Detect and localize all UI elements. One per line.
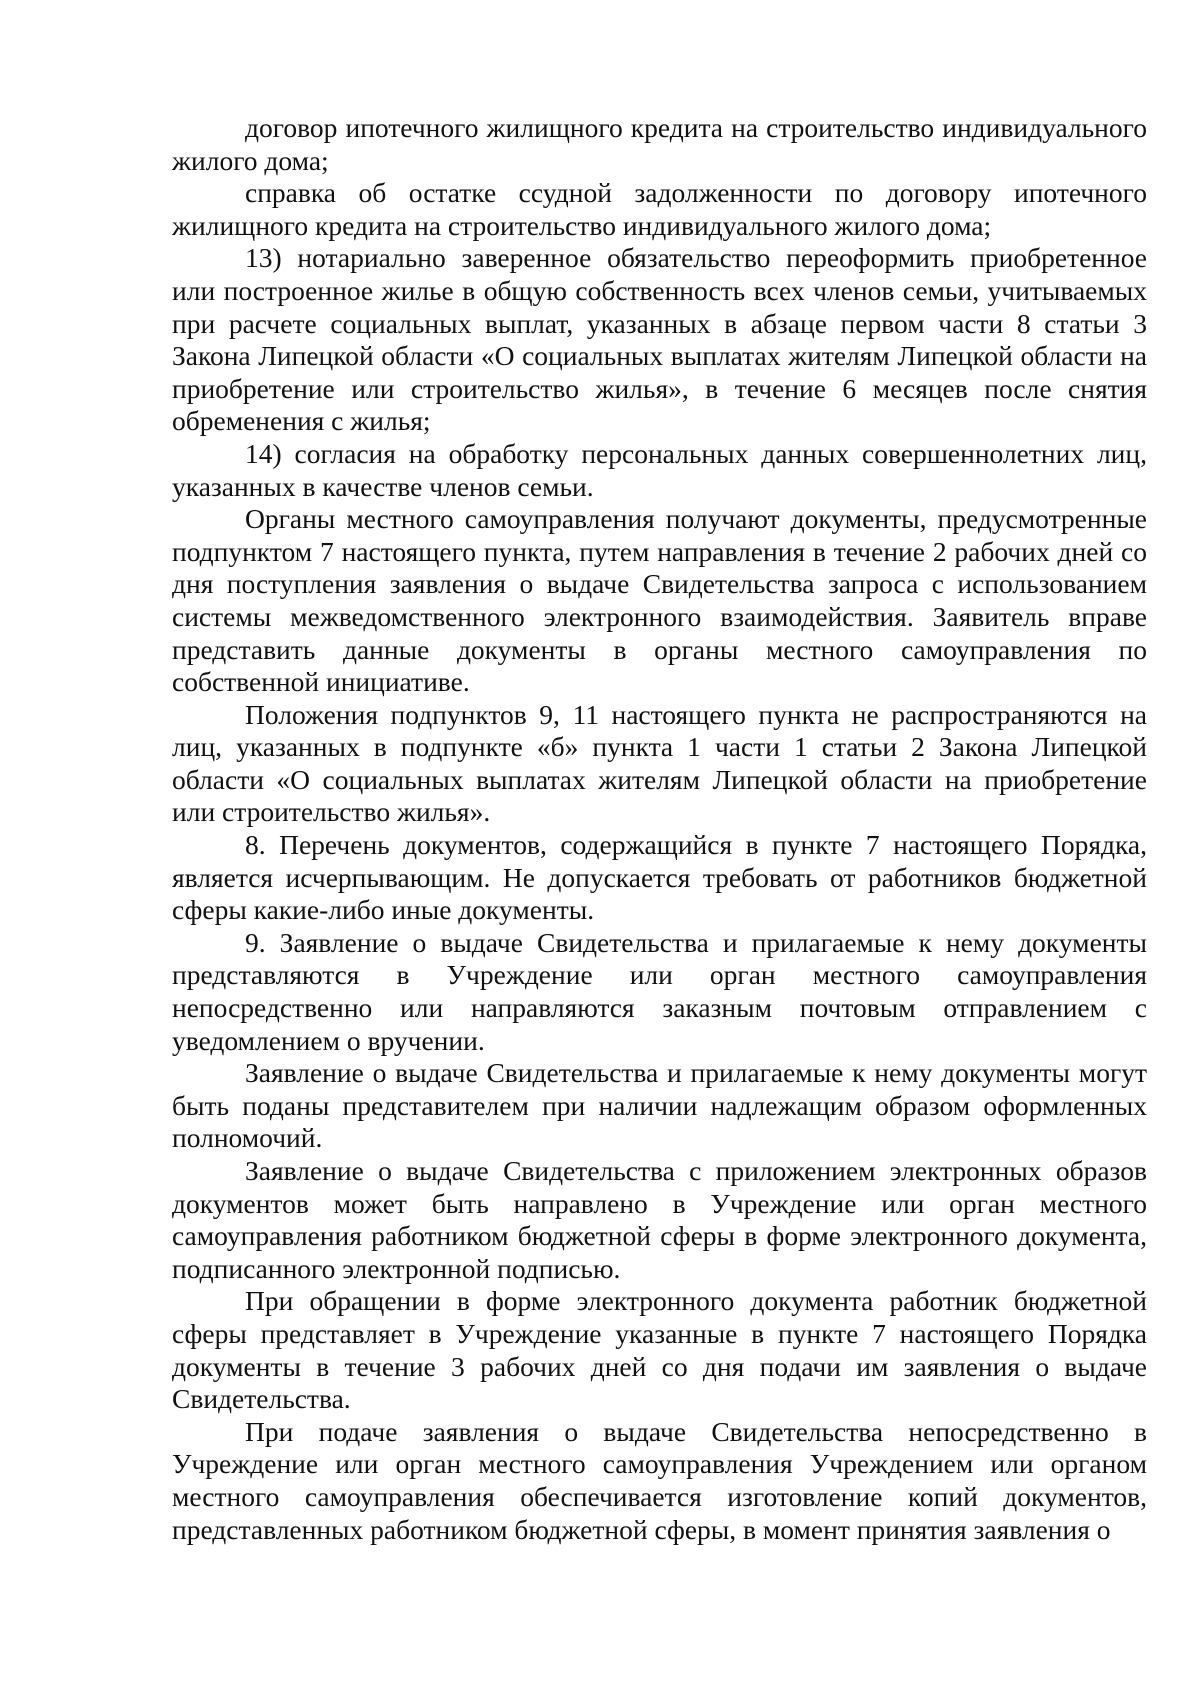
paragraph-document-copies: При подаче заявления о выдаче Свидетельства непосредственно в Учреждение или орган местного самоуправления Учреждением или органом местного самоуправления обеспечивается изготовление копий документов, представленных работником бюджетной сферы, в момент принятия заявления о [172,1415,1147,1545]
paragraph-representative-submission: Заявление о выдаче Свидетельства и прилагаемые к нему документы могут быть поданы представителем при наличии надлежащим образом оформленных полномочий. [172,1057,1147,1154]
paragraph-mortgage-contract: договор ипотечного жилищного кредита на строительство индивидуального жилого дома; [172,112,1147,176]
paragraph-local-government-requests: Органы местного самоуправления получают документы, предусмотренные подпунктом 7 настоящего пункта, путем направления в течение 2 рабочих дней со дня поступления заявления о выдаче Свидетельства запроса с использованием системы межведомственного электронного взаимодействия. Заявитель вправе представить данные документы в органы местного самоуправления по собственной инициативе. [172,503,1147,698]
paragraph-subitems-exemption: Положения подпунктов 9, 11 настоящего пункта не распространяются на лиц, указанных в подпункте «б» пункта 1 части 1 статьи 2 Закона Липецкой области «О социальных выплатах жителям Липецкой области на приобретение или строительство жилья». [172,698,1147,828]
paragraph-electronic-submission: Заявление о выдаче Свидетельства с приложением электронных образов документов может быть направлено в Учреждение или орган местного самоуправления работником бюджетной сферы в форме электронного документа, подписанного электронной подписью. [172,1155,1147,1284]
document-page [172,112,1147,1546]
paragraph-electronic-document-deadline: При обращении в форме электронного документа работник бюджетной сферы представляет в Учреждение указанные в пункте 7 настоящего Порядка документы в течение 3 рабочих дней со дня подачи им заявления о выдаче Свидетельства. [172,1285,1147,1415]
paragraph-section-9: 9. Заявление о выдаче Свидетельства и прилагаемые к нему документы представляются в Учреждение или орган местного самоуправления непосредственно или направляются заказным почтовым отправлением с уведомлением о вручении. [172,926,1147,1056]
paragraph-loan-balance-certificate: справка об остатке ссудной задолженности по договору ипотечного жилищного кредита на строительство индивидуального жилого дома; [172,177,1147,241]
paragraph-item-14: 14) согласия на обработку персональных данных совершеннолетних лиц, указанных в качестве членов семьи. [172,437,1147,502]
paragraph-item-13: 13) нотариально заверенное обязательство переоформить приобретенное или построенное жилье в общую собственность всех членов семьи, учитываемых при расчете социальных выплат, указанных в абзаце первом части 8 статьи 3 Закона Липецкой области «О социальных выплатах жителям Липецкой области на приобретение или строительство жилья», в течение 6 месяцев после снятия обременения с жилья; [172,242,1147,437]
paragraph-section-8: 8. Перечень документов, содержащийся в пункте 7 настоящего Порядка, является исчерпывающим. Не допускается требовать от работников бюджетной сферы какие-либо иные документы. [172,829,1147,926]
